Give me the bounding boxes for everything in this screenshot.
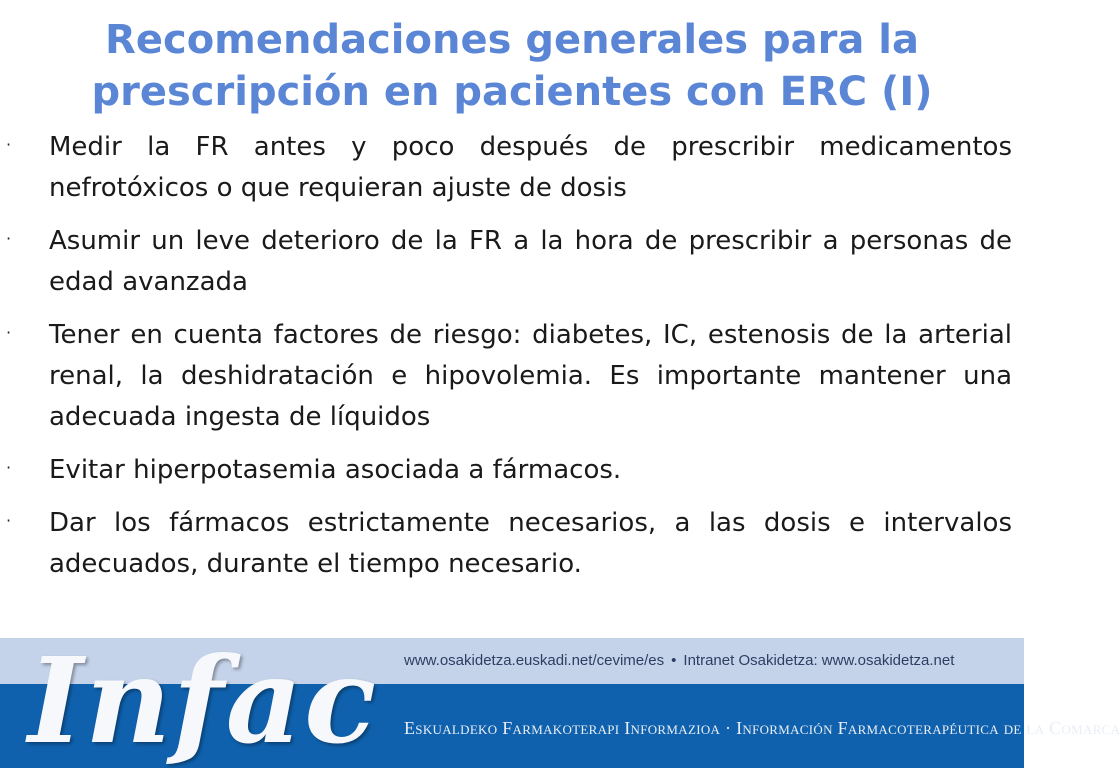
footer-separator: • (671, 652, 677, 669)
bullet-item (0, 315, 1024, 438)
bullet-item (0, 127, 1024, 209)
infac-logo: Infac (28, 631, 379, 770)
slide-title (0, 14, 1024, 118)
bullet-text: Tener en cuenta factores de riesgo: diabetes, IC, estenosis de la arterial renal, la deshidratación e hipovolemia. Es importante mantener una adecuada ingesta de líquidos (49, 320, 1012, 432)
bullet-text: Evitar hiperpotasemia asociada a fármacos. (49, 455, 622, 485)
bullet-dot-icon: · (6, 323, 12, 342)
bullet-item (0, 450, 1024, 491)
footer-links (404, 652, 954, 669)
slide-title-line-1: Recomendaciones generales para la (105, 17, 919, 63)
bullet-dot-icon: · (6, 511, 12, 530)
bullet-item (0, 221, 1024, 303)
bullet-text: Dar los fármacos estrictamente necesarios, a las dosis e intervalos adecuados, durante el tiempo necesario. (49, 508, 1012, 579)
bullet-item (0, 503, 1024, 585)
bullet-dot-icon: · (6, 229, 12, 248)
footer-tagline: Eskualdeko Farmakoterapi Informazioa · Información Farmacoterapéutica de la Comarca (404, 718, 1120, 738)
slide-title-line-2: prescripción en pacientes con ERC (I) (91, 69, 933, 115)
bullet-text: Medir la FR antes y poco después de prescribir medicamentos nefrotóxicos o que requieran ajuste de dosis (49, 132, 1012, 203)
bullet-dot-icon: · (6, 135, 12, 154)
cevime-link[interactable]: www.osakidetza.euskadi.net/cevime/es (404, 652, 665, 669)
footer-banner (0, 631, 1120, 770)
bullet-dot-icon: · (6, 458, 12, 477)
bullet-list (0, 127, 1024, 597)
bullet-text: Asumir un leve deterioro de la FR a la hora de prescribir a personas de edad avanzada (49, 226, 1012, 297)
intranet-link[interactable]: Intranet Osakidetza: www.osakidetza.net (683, 652, 955, 669)
